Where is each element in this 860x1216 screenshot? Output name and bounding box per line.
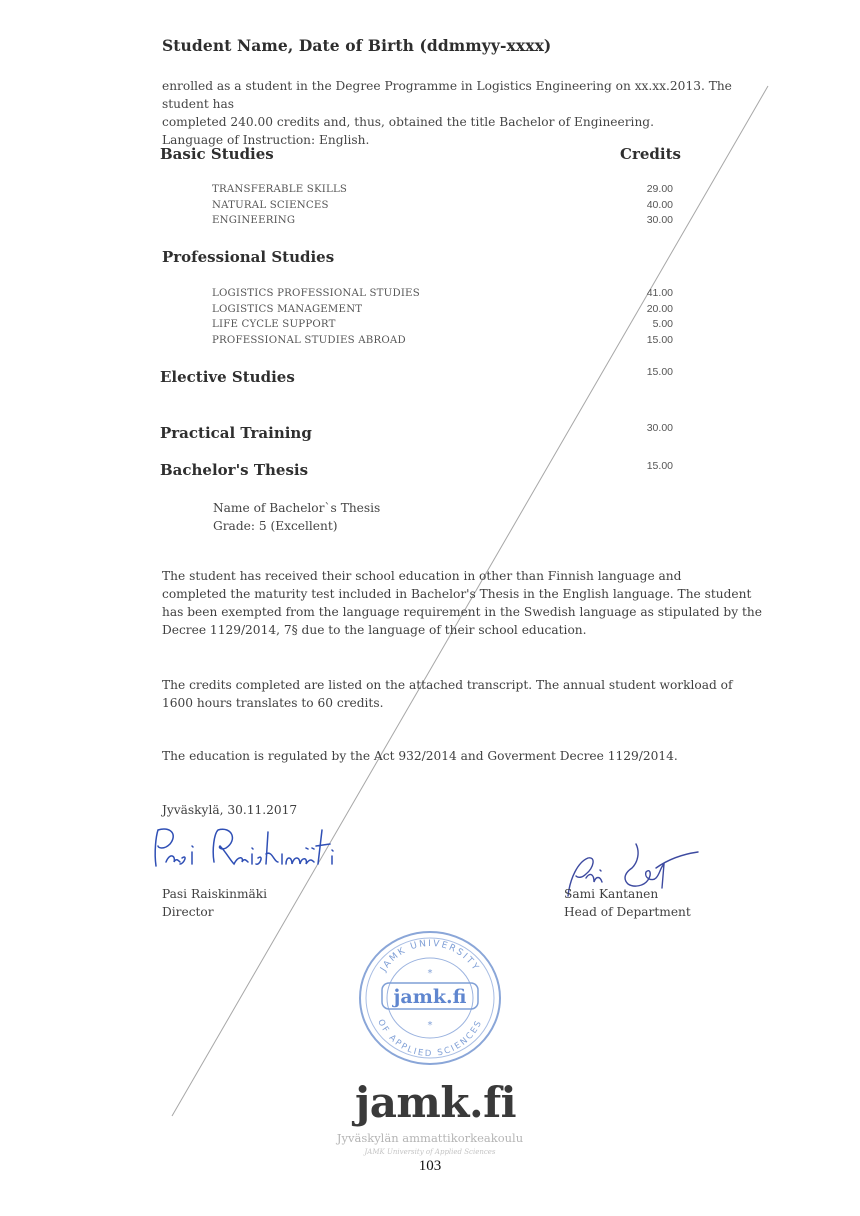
signature-left <box>148 822 348 878</box>
course-name: LOGISTICS PROFESSIONAL STUDIES <box>212 288 420 299</box>
section-title-elective-studies: Elective Studies <box>160 368 295 386</box>
paragraph-line: completed the maturity test included in Bachelor's Thesis in the English language. The student <box>162 587 752 601</box>
footer-institution-finnish: Jyväskylän ammattikorkeakoulu <box>336 1131 524 1145</box>
training-credits: 30.00 <box>646 422 673 434</box>
elective-credits: 15.00 <box>646 366 673 378</box>
course-name: ENGINEERING <box>212 215 296 226</box>
paragraph-line: The student has received their school education in other than Finnish language and <box>162 569 682 583</box>
course-credits: 30.00 <box>646 214 673 226</box>
paragraph-line: The credits completed are listed on the attached transcript. The annual student workload of <box>162 678 733 692</box>
signatory-right-name: Sami Kantanen <box>564 887 659 901</box>
professional-studies-credits <box>593 286 673 348</box>
signatory-left <box>162 885 267 921</box>
signatory-left-name: Pasi Raiskinmäki <box>162 887 268 901</box>
paragraph-line: 1600 hours translates to 60 credits. <box>162 696 384 710</box>
course-credits: 5.00 <box>652 318 673 330</box>
thesis-info <box>213 499 380 535</box>
regulation-paragraph: The education is regulated by the Act 932/2014 and Goverment Decree 1129/2014. <box>162 749 678 763</box>
intro-line: completed 240.00 credits and, thus, obtained the title Bachelor of Engineering. <box>162 115 654 129</box>
course-credits: 15.00 <box>646 333 673 346</box>
signatory-right <box>564 885 691 921</box>
basic-studies-credits <box>593 182 673 229</box>
paragraph-line: Decree 1129/2014, 7§ due to the language of their school education. <box>162 623 587 637</box>
stamp-top-text: JAMK UNIVERSITY <box>379 938 481 974</box>
stamp-center-text: jamk.fi <box>393 986 467 1008</box>
course-credits: 20.00 <box>646 302 673 315</box>
course-name: LOGISTICS MANAGEMENT <box>212 303 363 315</box>
place-date: Jyväskylä, 30.11.2017 <box>162 803 298 817</box>
course-name: NATURAL SCIENCES <box>212 199 329 211</box>
university-stamp <box>352 928 508 1068</box>
stamp-bottom-text: OF APPLIED SCIENCES <box>375 1017 485 1060</box>
stamp-star-icon: * <box>427 968 433 979</box>
section-title-bachelors-thesis: Bachelor's Thesis <box>160 461 309 479</box>
course-credits: 40.00 <box>646 198 673 211</box>
student-heading: Student Name, Date of Birth (ddmmyy-xxxx) <box>162 36 552 55</box>
course-name: TRANSFERABLE SKILLS <box>212 184 348 195</box>
course-credits: 29.00 <box>646 183 673 195</box>
thesis-name: Name of Bachelor`s Thesis <box>213 501 381 515</box>
thesis-credits: 15.00 <box>646 460 673 472</box>
stamp-star-icon: * <box>427 1020 433 1031</box>
page-number: 103 <box>418 1158 442 1174</box>
credits-note-paragraph <box>162 676 762 712</box>
intro-paragraph <box>162 77 782 149</box>
thesis-grade: Grade: 5 (Excellent) <box>213 519 338 533</box>
intro-line: Language of Instruction: English. <box>162 133 370 147</box>
paragraph-line: has been exempted from the language requirement in the Swedish language as stipulated by the <box>162 605 762 619</box>
course-credits: 41.00 <box>646 287 673 299</box>
basic-studies-list <box>212 182 347 229</box>
professional-studies-list <box>212 286 420 348</box>
section-title-basic-studies: Basic Studies <box>160 145 274 163</box>
intro-line: enrolled as a student in the Degree Programme in Logistics Engineering on xx.xx.2013. The student has <box>162 79 732 111</box>
course-name: LIFE CYCLE SUPPORT <box>212 319 336 330</box>
section-title-professional-studies: Professional Studies <box>162 248 335 266</box>
signatory-right-role: Head of Department <box>564 905 691 919</box>
section-title-practical-training: Practical Training <box>160 424 312 442</box>
signatory-left-role: Director <box>162 905 214 919</box>
footer-institution-english: JAMK University of Applied Sciences <box>364 1148 496 1156</box>
course-name: PROFESSIONAL STUDIES ABROAD <box>212 334 406 346</box>
language-paragraph <box>162 567 762 639</box>
footer-brand-logo: jamk.fi <box>355 1078 517 1127</box>
credits-column-header: Credits <box>620 145 681 163</box>
